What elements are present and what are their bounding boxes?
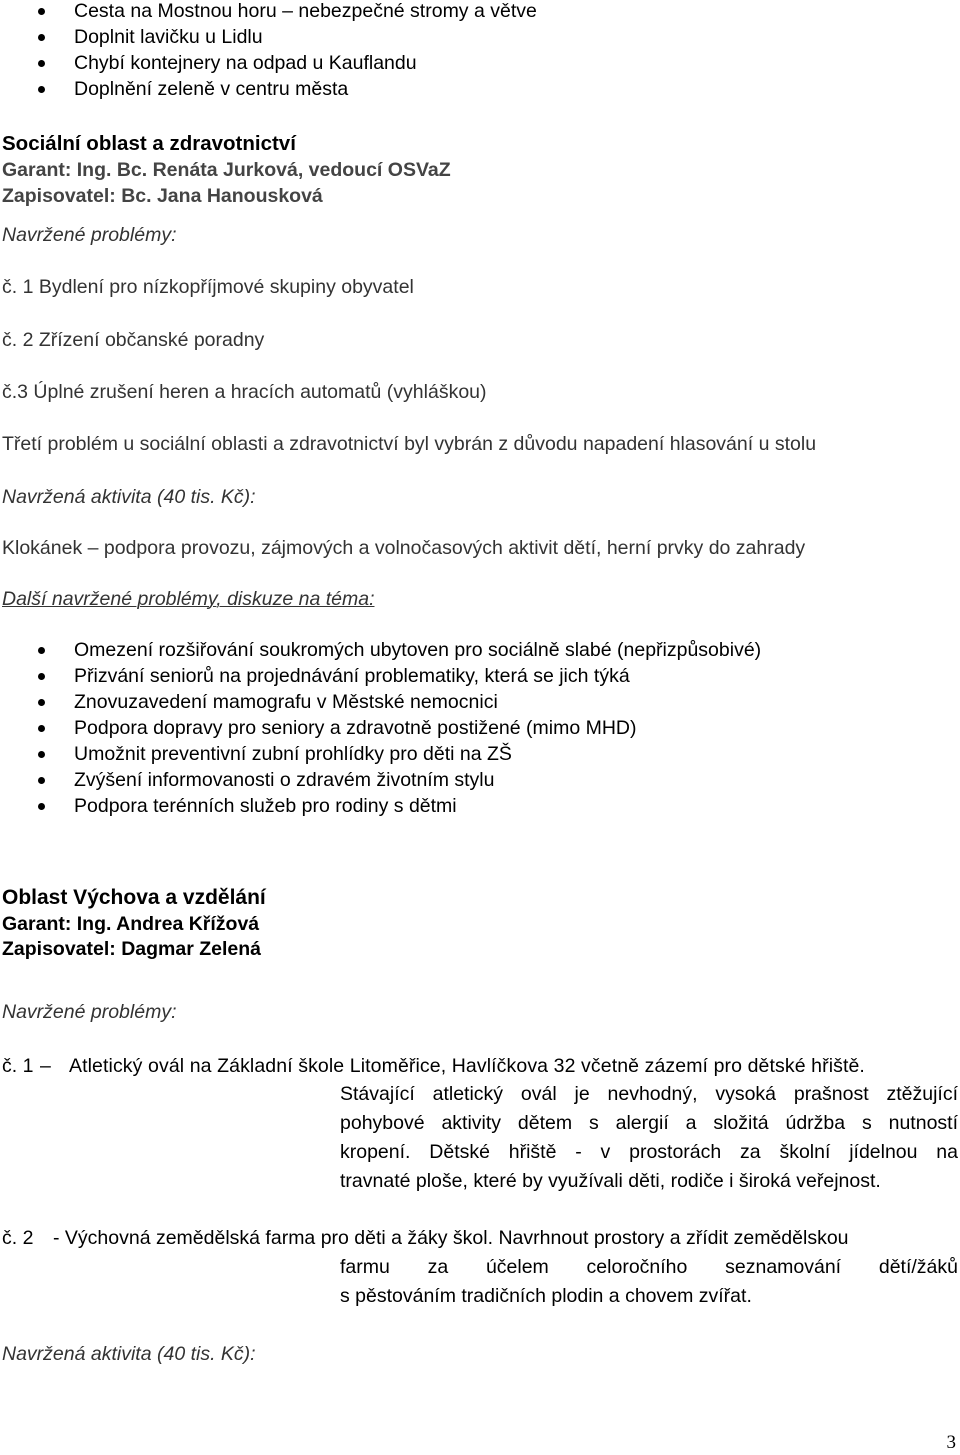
list-item-text: Znovuzavedení mamografu v Městské nemocnici	[74, 691, 498, 713]
bullet-icon	[38, 647, 45, 654]
bullet-icon	[38, 777, 45, 784]
education-problems-label: Navržené problémy:	[2, 1001, 177, 1023]
bullet-icon	[38, 86, 45, 93]
bullet-icon	[38, 8, 45, 15]
list-item-text: Podpora dopravy pro seniory a zdravotně postižené (mimo MHD)	[74, 717, 637, 739]
top-bullet-list	[0, 0, 537, 102]
education-garant: Garant: Ing. Andrea Křížová	[2, 913, 260, 935]
social-activity: Klokánek – podpora provozu, zájmových a volnočasových aktivit dětí, herní prvky do zahrady	[2, 537, 806, 559]
education-problem-1-number: č. 1	[2, 1055, 34, 1077]
social-problems-label: Navržené problémy:	[2, 224, 177, 246]
list-item	[0, 24, 537, 50]
list-item	[0, 637, 761, 663]
section-heading-education: Oblast Výchova a vzdělání	[2, 886, 266, 909]
education-problem-2-line: farmu za účelem celoročního seznamování dětí/žáků	[340, 1256, 958, 1278]
education-zapisovatel: Zapisovatel: Dagmar Zelená	[2, 938, 262, 960]
list-item	[0, 689, 761, 715]
list-item	[0, 741, 761, 767]
social-activity-label: Navržená aktivita (40 tis. Kč):	[2, 486, 256, 508]
section-heading-social: Sociální oblast a zdravotnictví	[2, 132, 296, 155]
education-problem-1-line: Stávající atletický ovál je nevhodný, vysoká prašnost ztěžující	[340, 1083, 958, 1105]
list-item-text: Podpora terénních služeb pro rodiny s dětmi	[74, 795, 457, 817]
list-item-text: Přizvání seniorů na projednávání problematiky, která se jich týká	[74, 665, 630, 687]
list-item	[0, 663, 761, 689]
social-problem-1: č. 1 Bydlení pro nízkopříjmové skupiny obyvatel	[2, 276, 414, 298]
social-garant: Garant: Ing. Bc. Renáta Jurková, vedoucí OSVaZ	[2, 159, 451, 181]
list-item-text: Umožnit preventivní zubní prohlídky pro děti na ZŠ	[74, 743, 512, 765]
list-item-text: Doplnění zeleně v centru města	[74, 78, 349, 100]
bullet-icon	[38, 725, 45, 732]
social-problem-3: č.3 Úplné zrušení heren a hracích automatů (vyhláškou)	[2, 381, 487, 403]
education-activity-label: Navržená aktivita (40 tis. Kč):	[2, 1343, 256, 1365]
bullet-icon	[38, 60, 45, 67]
bullet-icon	[38, 673, 45, 680]
education-problem-1-line: travnaté ploše, které by využívali děti, rodiče i široká veřejnost.	[340, 1170, 881, 1192]
bullet-icon	[38, 699, 45, 706]
list-item	[0, 76, 537, 102]
education-problem-1-title: Atletický ovál na Základní škole Litoměřice, Havlíčkova 32 včetně zázemí pro dětské hřiště.	[69, 1055, 865, 1077]
list-item-text: Cesta na Mostnou horu – nebezpečné stromy a větve	[74, 0, 537, 22]
list-item-text: Zvýšení informovanosti o zdravém životním stylu	[74, 769, 495, 791]
education-problem-2-title: - Výchovná zemědělská farma pro děti a žáky škol. Navrhnout prostory a zřídit zemědělskou	[53, 1227, 849, 1249]
list-item-text: Chybí kontejnery na odpad u Kauflandu	[74, 52, 417, 74]
social-zapisovatel: Zapisovatel: Bc. Jana Hanousková	[2, 185, 323, 207]
education-problem-1-dash: –	[40, 1055, 51, 1077]
list-item	[0, 715, 761, 741]
list-item	[0, 0, 537, 24]
bullet-icon	[38, 34, 45, 41]
list-item	[0, 793, 761, 819]
list-item-text: Doplnit lavičku u Lidlu	[74, 26, 263, 48]
social-note: Třetí problém u sociální oblasti a zdravotnictví byl vybrán z důvodu napadení hlasování u stolu	[2, 433, 817, 455]
list-item-text: Omezení rozšiřování soukromých ubytoven pro sociálně slabé (nepřizpůsobivé)	[74, 639, 762, 661]
list-item	[0, 50, 537, 76]
social-problem-2: č. 2 Zřízení občanské poradny	[2, 329, 265, 351]
education-problem-2-line: s pěstováním tradičních plodin a chovem zvířat.	[340, 1285, 752, 1307]
education-problem-2-number: č. 2	[2, 1227, 34, 1249]
page-number: 3	[946, 1432, 956, 1453]
list-item	[0, 767, 761, 793]
social-discussion-list	[0, 637, 761, 819]
bullet-icon	[38, 751, 45, 758]
education-problem-1-line: pohybové aktivity dětem s alergií a složitá údržba s nutností	[340, 1112, 958, 1134]
social-discussion-label: Další navržené problémy, diskuze na téma:	[2, 588, 375, 610]
bullet-icon	[38, 803, 45, 810]
education-problem-1-line: kropení. Dětské hřiště - v prostorách za školní jídelnou na	[340, 1141, 958, 1163]
